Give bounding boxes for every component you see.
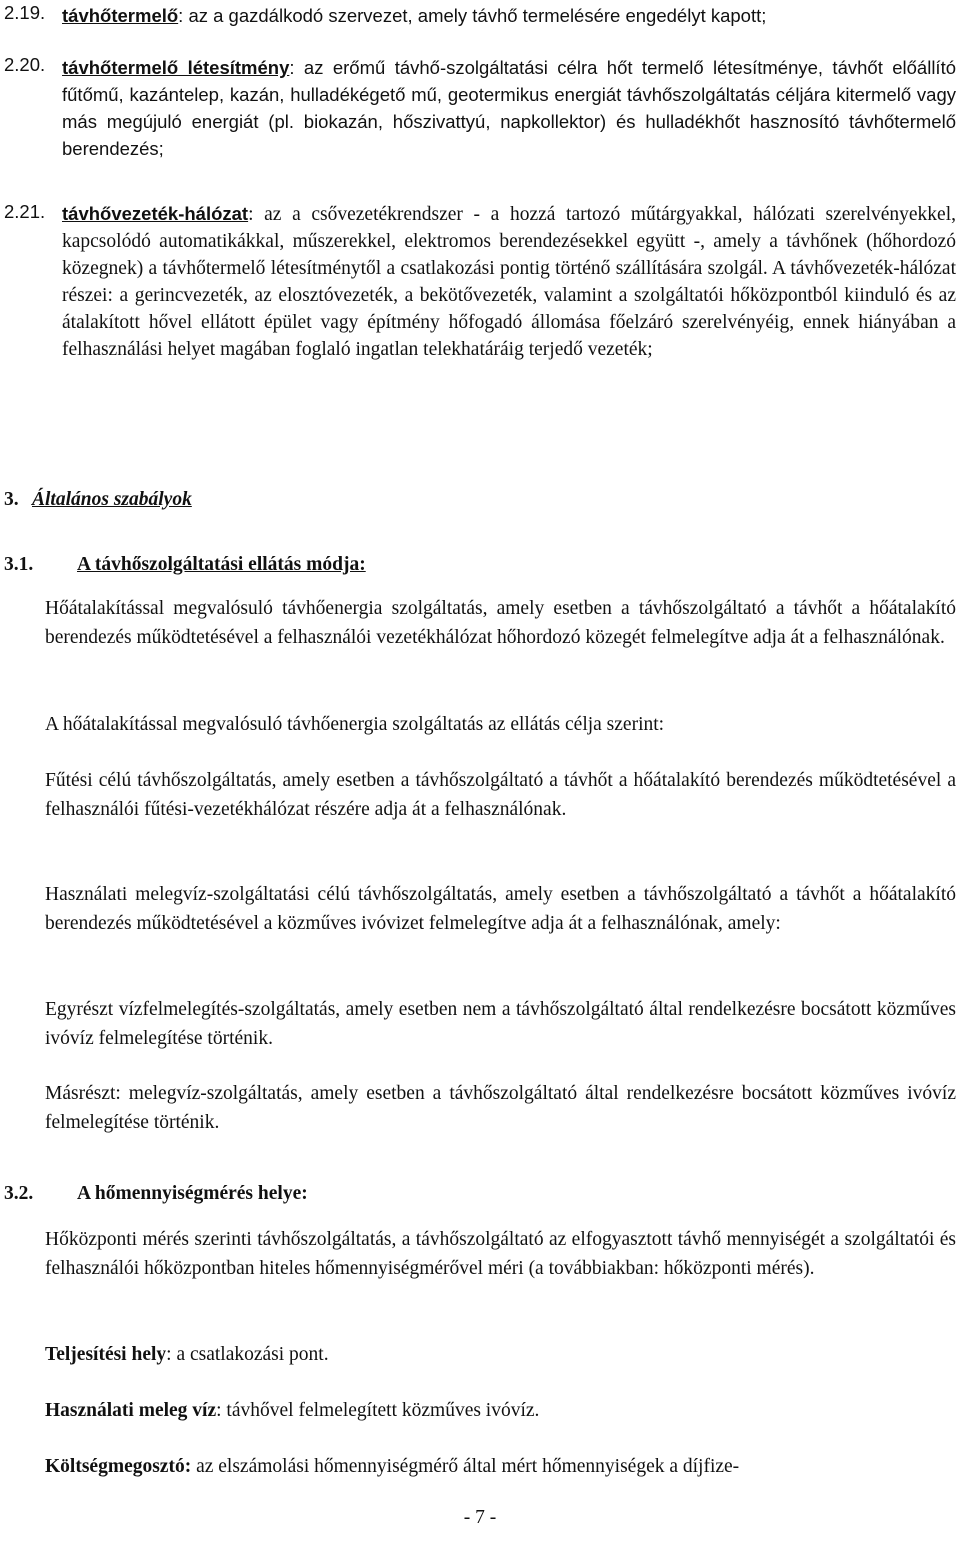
definition-text (62, 54, 956, 162)
subsection-title: A hőmennyiségmérés helye: (77, 1183, 308, 1204)
definition-item (45, 1396, 956, 1425)
item-term: Teljesítési hely (45, 1344, 167, 1365)
definition-text (62, 2, 956, 29)
paragraph: Egyrészt vízfelmelegítés-szolgáltatás, amely esetben nem a távhőszolgáltató által rendelkezésre bocsátott közműves ivóvíz felmelegítése történik. (45, 999, 956, 1049)
item-text: az elszámolási hőmennyiségmérő által mért hőmennyiségek a díjfize- (191, 1456, 740, 1477)
page-number: - 7 - (463, 1507, 497, 1528)
section-title: Általános szabályok (32, 489, 192, 510)
definition-body: : az erőmű távhő-szolgáltatási célra hőt termelő létesítménye, távhőt előállító fűtőmű, kazántelep, kazán, hulladékégető mű, geotermikus energiát távhőszolgáltatás céljára kitermelő vagy más megújuló energiát (pl. biokazán, hőszivattyú, napkollektor) és hulladékhőt hasznosító távhőtermelő berendezés; (62, 57, 956, 159)
definition-body: : az a csővezetékrendszer - a hozzá tartozó műtárgyakkal, hálózati szerelvényekkel, kapcsolódó automatikákkal, műszerekkel, elektromos berendezésekkel együtt -, amely a távhőnek (hőhordozó közegnek) a távhőtermelő létesítménytől a csatlakozási pontig történő szállítására szolgál. A távhővezeték-hálózat részei: a gerincvezeték, az elosztóvezeték, a bekötővezeték, valamint a szolgáltatói hőközpontból kiinduló és az átalakított hővel ellátott épület vagy építmény hőfogadó állomása főelzáró szerelvényéig, ennek hiányában a felhasználási helyet magában foglaló ingatlan telekhatáráig terjedő vezeték; (62, 204, 956, 360)
definition-item (45, 1340, 956, 1369)
paragraph: Használati melegvíz-szolgáltatási célú távhőszolgáltatás, amely esetben a távhőszolgáltató a távhőt a hőátalakító berendezés működtetésével a közműves ivóvizet felmelegítve adja át a felhasználónak, amely: (45, 884, 956, 934)
item-text: : távhővel felmelegített közműves ivóvíz. (216, 1400, 540, 1421)
section-number: 3. (4, 489, 19, 510)
paragraph: A hőátalakítással megvalósuló távhőenergia szolgáltatás az ellátás célja szerint: (45, 714, 665, 735)
definition-number: 2.21. (4, 201, 46, 222)
paragraph: Másrészt: melegvíz-szolgáltatás, amely esetben a távhőszolgáltató által rendelkezésre bocsátott közműves ivóvíz felmelegítése történik. (45, 1083, 956, 1133)
definition-term: távhőtermelő létesítmény (62, 57, 290, 78)
definition-body: : az a gazdálkodó szervezet, amely távhő termelésére engedélyt kapott; (178, 5, 767, 26)
definition-text (62, 200, 956, 363)
definition-number: 2.19. (4, 2, 46, 23)
definition-number: 2.20. (4, 54, 46, 75)
item-term: Költségmegosztó: (45, 1456, 192, 1477)
item-term: Használati meleg víz (45, 1400, 217, 1421)
paragraph: Hőközponti mérés szerinti távhőszolgáltatás, a távhőszolgáltató az elfogyasztott távhő mennyiségét a szolgáltatói és felhasználói hőközpontban hiteles hőmennyiségmérővel méri (a továbbiakban: hőközponti mérés). (45, 1229, 956, 1279)
definition-term: távhővezeték-hálózat (62, 203, 249, 224)
subsection-number: 3.1. (4, 554, 34, 575)
paragraph: Hőátalakítással megvalósuló távhőenergia szolgáltatás, amely esetben a távhőszolgáltató a távhőt a hőátalakító berendezés működtetésével a felhasználói vezetékhálózat hőhordozó közegét felmelegítve adja át a felhasználónak. (45, 598, 956, 648)
paragraph: Fűtési célú távhőszolgáltatás, amely esetben a távhőszolgáltató a távhőt a hőátalakító berendezés működtetésével a felhasználói fűtési-vezetékhálózat részére adja át a felhasználónak. (45, 770, 956, 820)
definition-term: távhőtermelő (62, 5, 179, 26)
item-text: : a csatlakozási pont. (166, 1344, 329, 1365)
subsection-title: A távhőszolgáltatási ellátás módja: (77, 554, 366, 575)
subsection-number: 3.2. (4, 1183, 34, 1204)
definition-item (45, 1452, 956, 1481)
